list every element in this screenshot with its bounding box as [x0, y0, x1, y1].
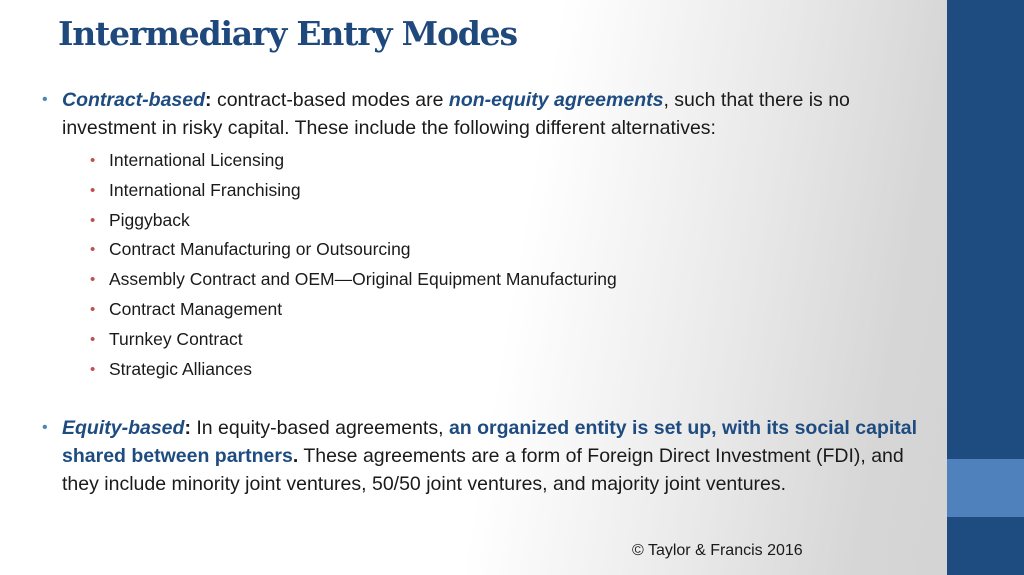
bullet-colon: : [205, 89, 212, 111]
list-item [62, 146, 920, 176]
sub-bullet-dot-icon: • [90, 181, 96, 199]
list-item [62, 265, 920, 295]
list-item-label: International Licensing [109, 150, 285, 170]
bullet-colon: : [184, 417, 191, 440]
sub-bullet-dot-icon: • [90, 330, 96, 348]
list-item [62, 325, 920, 355]
sub-bullet-dot-icon: • [90, 241, 96, 259]
list-item-label: Turnkey Contract [109, 328, 243, 349]
sub-bullet-dot-icon: • [90, 271, 96, 289]
sub-bullet-dot-icon: • [90, 152, 96, 169]
list-item-label: International Franchising [109, 179, 301, 200]
list-item-label: Piggyback [109, 209, 190, 230]
bullet-text: , such that there is no investment in risky capital. These include the following different alternatives: [62, 89, 850, 139]
bullet-dot-icon: • [42, 419, 48, 437]
bullet-keyword: Equity-based [62, 417, 185, 440]
list-item [62, 295, 920, 325]
list-item [62, 355, 920, 385]
list-item [62, 176, 920, 206]
bullet-period: . [292, 445, 299, 468]
sub-bullet-dot-icon: • [90, 360, 96, 378]
bullet-text: These agreements are a form of Foreign Direct Investment (FDI), and they include minority joint ventures, 50/50 joint ventures, and majority joint ventures. [62, 445, 904, 496]
bullet-contract-based [40, 86, 920, 384]
bullet-keyword: Contract-based [62, 89, 206, 111]
list-item-label: Contract Management [109, 298, 283, 319]
bullet-highlight: an organized entity is set up, with its social capital shared between partners [62, 417, 918, 468]
list-item [62, 235, 920, 265]
bullet-dot-icon: • [42, 91, 48, 108]
sub-bullet-dot-icon: • [90, 300, 96, 318]
copyright-notice: © Taylor & Francis 2016 [632, 542, 803, 559]
bullet-text: In equity-based agreements, [190, 417, 449, 440]
right-sidebar [947, 0, 1024, 575]
bullet-highlight: non-equity agreements [448, 89, 664, 111]
slide-title: Intermediary Entry Modes [58, 14, 517, 53]
alternatives-list [62, 146, 920, 384]
slide-content [40, 86, 920, 498]
list-item [62, 206, 920, 236]
sidebar-accent-block [947, 459, 1024, 517]
list-item-label: Assembly Contract and OEM—Original Equipment Manufacturing [109, 269, 617, 290]
list-item-label: Contract Manufacturing or Outsourcing [109, 239, 411, 260]
bullet-text: contract-based modes are [211, 89, 449, 111]
sub-bullet-dot-icon: • [90, 211, 96, 229]
list-item-label: Strategic Alliances [109, 358, 252, 379]
bullet-equity-based [40, 414, 920, 498]
